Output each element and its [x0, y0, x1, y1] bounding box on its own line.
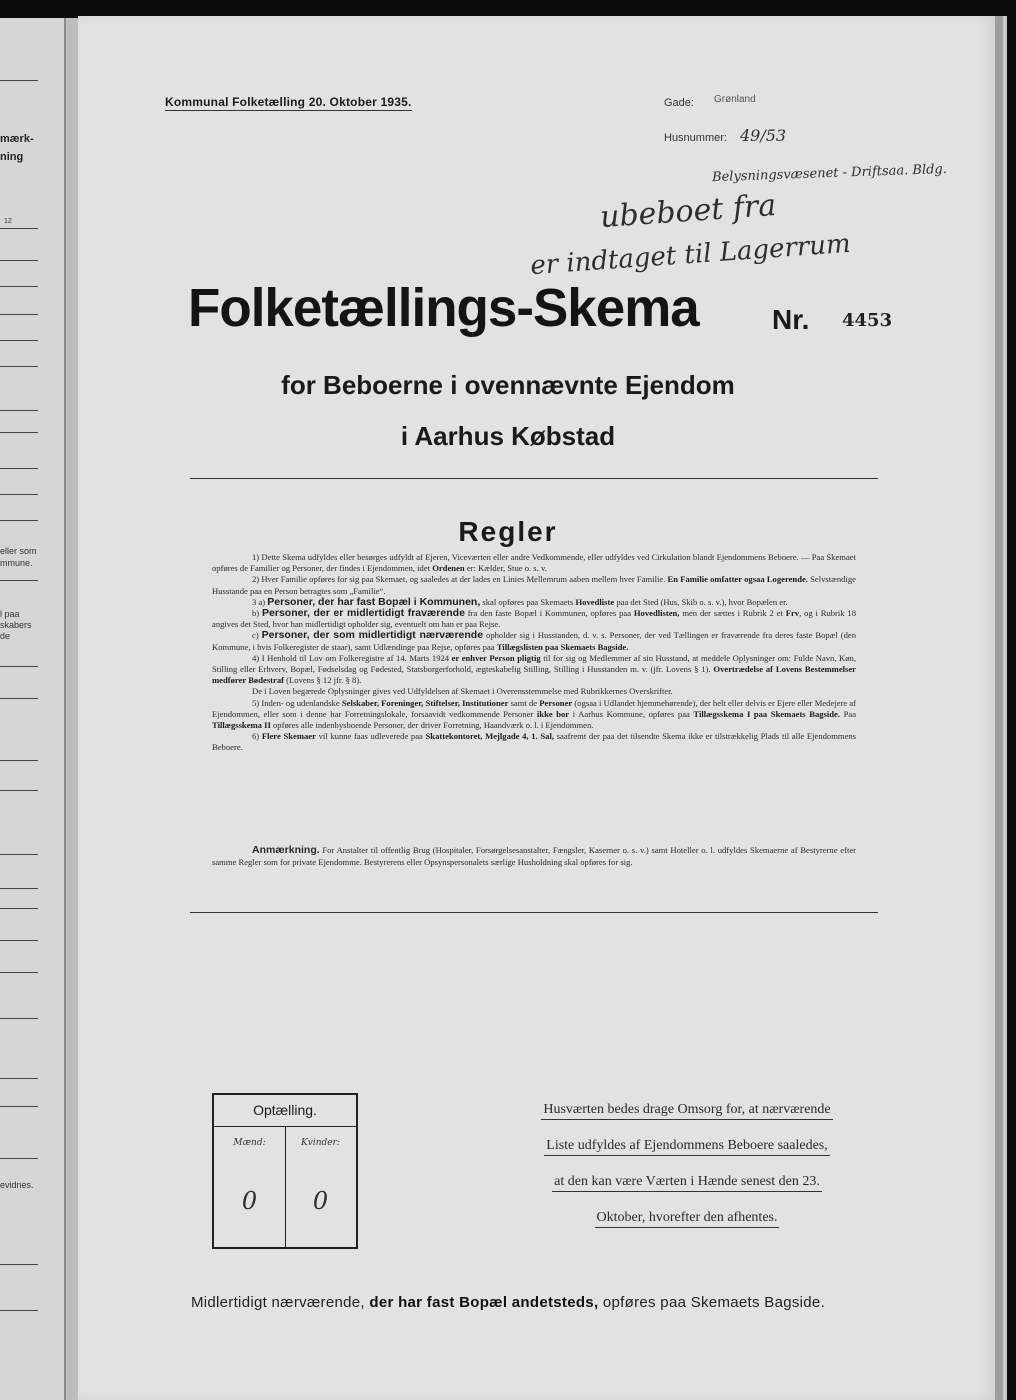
- left-page-fragment: evidnes.: [0, 1180, 34, 1190]
- remark-label: Anmærkning.: [252, 844, 320, 856]
- left-page-rule: [0, 494, 38, 495]
- left-page-fragment: eller som: [0, 546, 37, 556]
- house-number-value: 49/53: [740, 126, 787, 145]
- handwritten-note-line2: ubeboet fra: [598, 187, 778, 236]
- left-page-rule: [0, 366, 38, 367]
- rule-3b: b) Personer, der er midlertidigt fraværende fra den faste Bopæl i Kommunen, opføres paa Hovedlisten, men der sættes i Rubrik 2 et Frv, og i Rubrik 18 angives det Sted, hvor han midlertidigt opholder sig, eventuelt om han er paa Rejse.: [212, 607, 857, 630]
- form-title: Folketællings-Skema: [188, 278, 699, 338]
- handwritten-note-line3: er indtaget til Lagerrum: [529, 228, 852, 282]
- form-subtitle: for Beboerne i ovennævnte Ejendom: [281, 370, 735, 400]
- left-page-rule: [0, 340, 38, 341]
- rules-body: [212, 552, 856, 754]
- left-page-rule: [0, 972, 38, 973]
- count-title: Optælling.: [214, 1095, 356, 1127]
- census-date-line: Kommunal Folketælling 20. Oktober 1935.: [165, 95, 412, 109]
- notice-line: Oktober, hvorefter den afhentes.: [595, 1210, 780, 1228]
- left-page-rule: [0, 854, 38, 855]
- left-page-fragment: mærk-: [0, 133, 34, 145]
- left-page-fragment: ning: [0, 151, 24, 163]
- street-value: Grønland: [714, 94, 756, 105]
- page-edge: [1003, 16, 1007, 1400]
- remark-paragraph: [212, 845, 856, 868]
- left-page-rule: [0, 908, 38, 909]
- divider-bottom: [190, 912, 878, 913]
- left-page-fragment: mmune.: [0, 558, 33, 568]
- men-label: Mænd:: [233, 1138, 266, 1148]
- left-page-rule: [0, 1264, 38, 1265]
- left-page-fragment: 12: [4, 218, 12, 225]
- left-page-rule: [0, 80, 38, 81]
- left-page-rule: [0, 790, 38, 791]
- rule-3a: 3 a) Personer, der har fast Bopæl i Kommunen, skal opføres paa Skemaets Hovedliste paa det Sted (Hus, Skib o. s. v.), hvor Bopælen er.: [252, 595, 788, 608]
- left-page-rule: [0, 468, 38, 469]
- left-page-rule: [0, 940, 38, 941]
- women-count: 0: [312, 1187, 329, 1215]
- divider-top: [190, 478, 878, 479]
- women-label: Kvinder:: [301, 1138, 340, 1148]
- left-page-rule: [0, 760, 38, 761]
- left-page-rule: [0, 410, 38, 411]
- form-number-label: Nr.: [772, 304, 810, 335]
- rule-5: 5) Inden- og udenlandske Selskaber, Foreninger, Stiftelser, Institutioner samt de Personer (ogsaa i Udlandet hjemmehørende), der helt eller delvis er Ejere eller Medejere af Ejendommen, eller som i denne har Forretningslokale, forsaavidt vedkommende Personer ikke bor i Aarhus Kommune, opføres paa Tillægsskema I paa Skemaets Bagside. Paa Tillægsskema II opføres alle indenbysboende Personer, der driver Forretning, Haandværk o. l. i Ejendommen.: [212, 697, 857, 731]
- left-page-rule: [0, 698, 38, 699]
- rule-2: 2) Hver Familie opføres for sig paa Skemaet, og saaledes at der lades en Linies Mellemrum aaben mellem hver Familie. En Familie omfatter ogsaa Logerende. Selvstændige Husstande paa en Person betragtes som „Familie“.: [212, 574, 856, 596]
- footer-instruction: Midlertidigt nærværende, der har fast Bopæl andetsteds, opføres paa Skemaets Bagside.: [190, 1294, 826, 1311]
- left-page-rule: [0, 286, 38, 287]
- house-number-label: Husnummer:: [664, 132, 727, 144]
- rule-4: 4) I Henhold til Lov om Folkeregistre af 14. Marts 1924 er enhver Person pligtig til for sig og Medlemmer af sin Husstand, at meddele Oplysninger om: Fulde Navn, Køn, Stilling eller Erhverv, Bopæl, Fødselsdag og Fødested, Statsborgerforhold, ægteskabelig Stilling, Stilling i Husstanden m. v. (jfr. Lovens § 1). Overtrædelse af Lovens Bestemmelser medfører Bødestraf (Lovens § 12 jfr. § 8).: [212, 652, 856, 686]
- left-page-rule: [0, 260, 38, 261]
- left-page-rule: [0, 1106, 38, 1107]
- men-count: 0: [241, 1187, 258, 1215]
- handwritten-note-line1: Belysningsvæsenet - Driftsaa. Bldg.: [711, 161, 948, 186]
- left-page-rule: [0, 888, 38, 889]
- left-page-rule: [0, 580, 38, 581]
- notice-line: Liste udfyldes af Ejendommens Beboere saaledes,: [544, 1138, 829, 1156]
- left-facing-page: [0, 18, 66, 1400]
- left-page-rule: [0, 1018, 38, 1019]
- left-page-rule: [0, 314, 38, 315]
- street-label: Gade:: [664, 97, 694, 109]
- rules-heading: Regler: [458, 516, 558, 547]
- rule-6: 6) Flere Skemaer vil kunne faas udleverede paa Skattekontoret, Mejlgade 4, 1. Sal, saafremt der paa det tilsendte Skema ikke er tilstrækkelig Plads til alle Ejendommens Beboere.: [212, 731, 857, 753]
- rule-4-extra: De i Loven begærede Oplysninger gives ved Udfyldelsen af Skemaet i Overensstemmelse med Rubrikkernes Overskrifter.: [252, 686, 673, 697]
- left-page-rule: [0, 1078, 38, 1079]
- book-gutter: [66, 18, 78, 1400]
- left-page-fragment: l paa: [0, 609, 20, 619]
- left-page-rule: [0, 1158, 38, 1159]
- form-number-value: 4453: [842, 310, 893, 331]
- landlord-notice: [497, 1098, 877, 1242]
- count-box: [212, 1093, 358, 1249]
- rule-3c: c) Personer, der som midlertidigt nærværende opholder sig i Husstanden, d. v. s. Personer, der ved Tællingen er fraværende fra deres faste Bopæl (den Kommune, i hvis Folkeregister de staar), samt Udlændinge paa Rejse, opføres paa Tillægslisten paa Skemaets Bagside.: [212, 629, 856, 652]
- left-page-fragment: de: [0, 631, 11, 641]
- notice-line: Husværten bedes drage Omsorg for, at nærværende: [541, 1102, 832, 1120]
- form-subtitle-city: i Aarhus Købstad: [400, 421, 616, 451]
- left-page-rule: [0, 228, 38, 229]
- remark-text: For Anstalter til offentlig Brug (Hospitaler, Forsørgelsesanstalter, Fængsler, Kaserner o. s. v.) samt Hoteller o. l. udfyldes Skemaerne af Bestyrerne efter samme Regler som for private Ejendomme. Bestyrerens eller Opsynspersonalets særlige Husholdning skal opføres for sig.: [212, 845, 857, 867]
- left-page-rule: [0, 666, 38, 667]
- rule-1: 1) Dette Skema udfyldes eller besørges udfyldt af Ejeren, Viceværten eller andre Vedkommende, eller udfyldes ved Cirkulation blandt Ejendommens Beboere. — Paa Skemaet opføres de Familier og Personer, der findes i Ejendommen, idet Ordenen er: Kælder, Stue o. s. v.: [212, 552, 856, 574]
- left-page-fragment: skabers: [0, 620, 32, 630]
- notice-line: at den kan være Værten i Hænde senest den 23.: [552, 1174, 822, 1192]
